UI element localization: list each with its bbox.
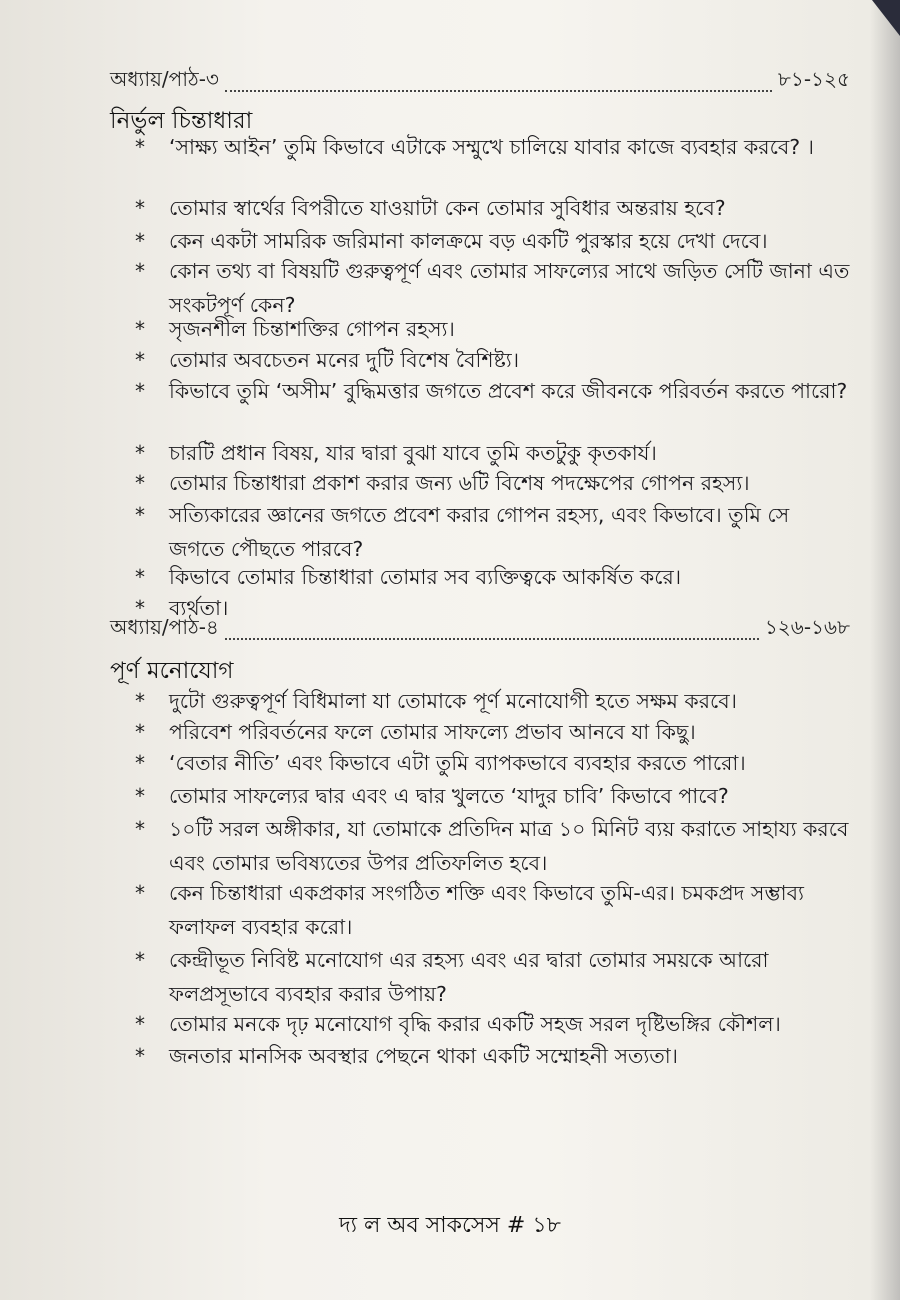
list-item-text: দুটো গুরুত্বপূর্ণ বিধিমালা যা তোমাকে পূর্ণ মনোযোগী হতে সক্ষম করবে। — [169, 689, 737, 713]
asterisk-bullet-icon: * — [135, 379, 145, 403]
list-item — [135, 498, 850, 566]
list-item — [135, 343, 850, 377]
chapter-4-title: পূর্ণ মনোযোগ — [110, 658, 234, 684]
list-item-text: পরিবেশ পরিবর্তনের ফলে তোমার সাফল্যে প্রভাব আনবে যা কিছু। — [169, 720, 696, 744]
list-item-text: জনতার মানসিক অবস্থার পেছনে থাকা একটি সম্মোহনী সত্যতা। — [169, 1044, 679, 1068]
list-item — [135, 191, 850, 225]
asterisk-bullet-icon: * — [135, 503, 145, 527]
list-item-text: কেন একটা সামরিক জরিমানা কালক্রমে বড় একটি পুরস্কার হয়ে দেখা দেবে। — [169, 229, 768, 253]
list-item — [135, 436, 850, 470]
page-footer: দ্য ল অব সাকসেস # ১৮ — [339, 1213, 561, 1238]
leader-dots — [225, 89, 772, 92]
asterisk-bullet-icon: * — [135, 881, 145, 905]
list-item-text: কোন তথ্য বা বিষয়টি গুরুত্বপূর্ণ এবং তোমার সাফল্যের সাথে জড়িত সেটি জানা এত সংকটপূর্ণ কেন? — [169, 259, 850, 317]
list-item-text: সত্যিকারের জ্ঞানের জগতে প্রবেশ করার গোপন রহস্য, এবং কিভাবে। তুমি সে জগতে পৌছতে পারবে? — [169, 503, 790, 561]
list-item — [135, 312, 850, 346]
asterisk-bullet-icon: * — [135, 229, 145, 253]
list-item — [135, 374, 850, 408]
asterisk-bullet-icon: * — [135, 135, 145, 159]
asterisk-bullet-icon: * — [135, 348, 145, 372]
asterisk-bullet-icon: * — [135, 1012, 145, 1036]
list-item-text: সৃজনশীল চিন্তাশক্তির গোপন রহস্য। — [169, 317, 455, 341]
list-item-text: তোমার চিন্তাধারা প্রকাশ করার জন্য ৬টি বিশেষ পদক্ষেপের গোপন রহস্য। — [169, 471, 750, 495]
list-item-text: ‘বেতার নীতি’ এবং কিভাবে এটা তুমি ব্যাপকভাবে ব্যবহার করতে পারো। — [169, 751, 746, 775]
asterisk-bullet-icon: * — [135, 751, 145, 775]
list-item — [135, 466, 850, 500]
asterisk-bullet-icon: * — [135, 317, 145, 341]
list-item-text: চারটি প্রধান বিষয়, যার দ্বারা বুঝা যাবে তুমি কতটুকু কৃতকার্য। — [169, 441, 657, 465]
list-item — [135, 560, 850, 594]
list-item-text: কেন্দ্রীভূত নিবিষ্ট মনোযোগ এর রহস্য এবং এর দ্বারা তোমার সময়কে আরো ফলপ্রসূভাবে ব্যবহার করার উপায়? — [169, 948, 769, 1006]
leader-dots — [225, 637, 759, 640]
dark-corner — [872, 0, 900, 36]
list-item-text: ব্যর্থতা। — [169, 596, 229, 620]
asterisk-bullet-icon: * — [135, 596, 145, 620]
chapter-4-line — [110, 616, 850, 646]
asterisk-bullet-icon: * — [135, 817, 145, 841]
list-item — [135, 224, 850, 258]
asterisk-bullet-icon: * — [135, 689, 145, 713]
chapter-4-label: অধ্যায়/পাঠ-৪ — [110, 615, 219, 639]
list-item-text: তোমার মনকে দৃঢ় মনোযোগ বৃদ্ধি করার একটি সহজ সরল দৃষ্টিভঙ্গির কৌশল। — [169, 1012, 781, 1036]
list-item-text: তোমার স্বার্থের বিপরীতে যাওয়াটা কেন তোমার সুবিধার অন্তরায় হবে? — [169, 196, 726, 220]
chapter-3-pages: ৮১-১২৫ — [777, 67, 850, 91]
asterisk-bullet-icon: * — [135, 720, 145, 744]
asterisk-bullet-icon: * — [135, 565, 145, 589]
list-item — [135, 1039, 850, 1073]
list-item — [135, 876, 850, 944]
chapter-3-line — [110, 68, 850, 98]
list-item-text: ‘সাক্ষ্য আইন’ তুমি কিভাবে এটাকে সম্মুখে চালিয়ে যাবার কাজে ব্যবহার করবে? । — [169, 135, 814, 159]
list-item — [135, 746, 850, 780]
list-item — [135, 812, 850, 880]
asterisk-bullet-icon: * — [135, 784, 145, 808]
list-item — [135, 779, 850, 813]
list-item — [135, 943, 850, 1011]
asterisk-bullet-icon: * — [135, 948, 145, 972]
list-item — [135, 715, 850, 749]
chapter-3-label: অধ্যায়/পাঠ-৩ — [110, 67, 219, 91]
list-item-text: তোমার সাফল্যের দ্বার এবং এ দ্বার খুলতে ‘যাদুর চাবি’ কিভাবে পাবে? — [169, 784, 729, 808]
list-item — [135, 1007, 850, 1041]
chapter-4-pages: ১২৬-১৬৮ — [764, 615, 850, 639]
asterisk-bullet-icon: * — [135, 259, 145, 283]
list-item-text: কিভাবে তোমার চিন্তাধারা তোমার সব ব্যক্তিত্বকে আকর্ষিত করে। — [169, 565, 682, 589]
list-item — [135, 130, 850, 164]
asterisk-bullet-icon: * — [135, 441, 145, 465]
page-edge-shadow — [870, 0, 900, 1300]
chapter-3-title: নির্ভুল চিন্তাধারা — [110, 108, 253, 134]
list-item — [135, 684, 850, 718]
list-item-text: কেন চিন্তাধারা একপ্রকার সংগঠিত শক্তি এবং কিভাবে তুমি-এর। চমকপ্রদ সম্ভাব্য ফলাফল ব্যবহার করো। — [169, 881, 804, 939]
list-item-text: কিভাবে তুমি ‘অসীম’ বুদ্ধিমত্তার জগতে প্রবেশ করে জীবনকে পরিবর্তন করতে পারো? — [169, 379, 848, 403]
asterisk-bullet-icon: * — [135, 1044, 145, 1068]
list-item-text: তোমার অবচেতন মনের দুটি বিশেষ বৈশিষ্ট্য। — [169, 348, 520, 372]
asterisk-bullet-icon: * — [135, 196, 145, 220]
list-item-text: ১০টি সরল অঙ্গীকার, যা তোমাকে প্রতিদিন মাত্র ১০ মিনিট ব্যয় করাতে সাহায্য করবে এবং তোমার ভবিষ্যতের উপর প্রতিফলিত হবে। — [169, 817, 849, 875]
asterisk-bullet-icon: * — [135, 471, 145, 495]
